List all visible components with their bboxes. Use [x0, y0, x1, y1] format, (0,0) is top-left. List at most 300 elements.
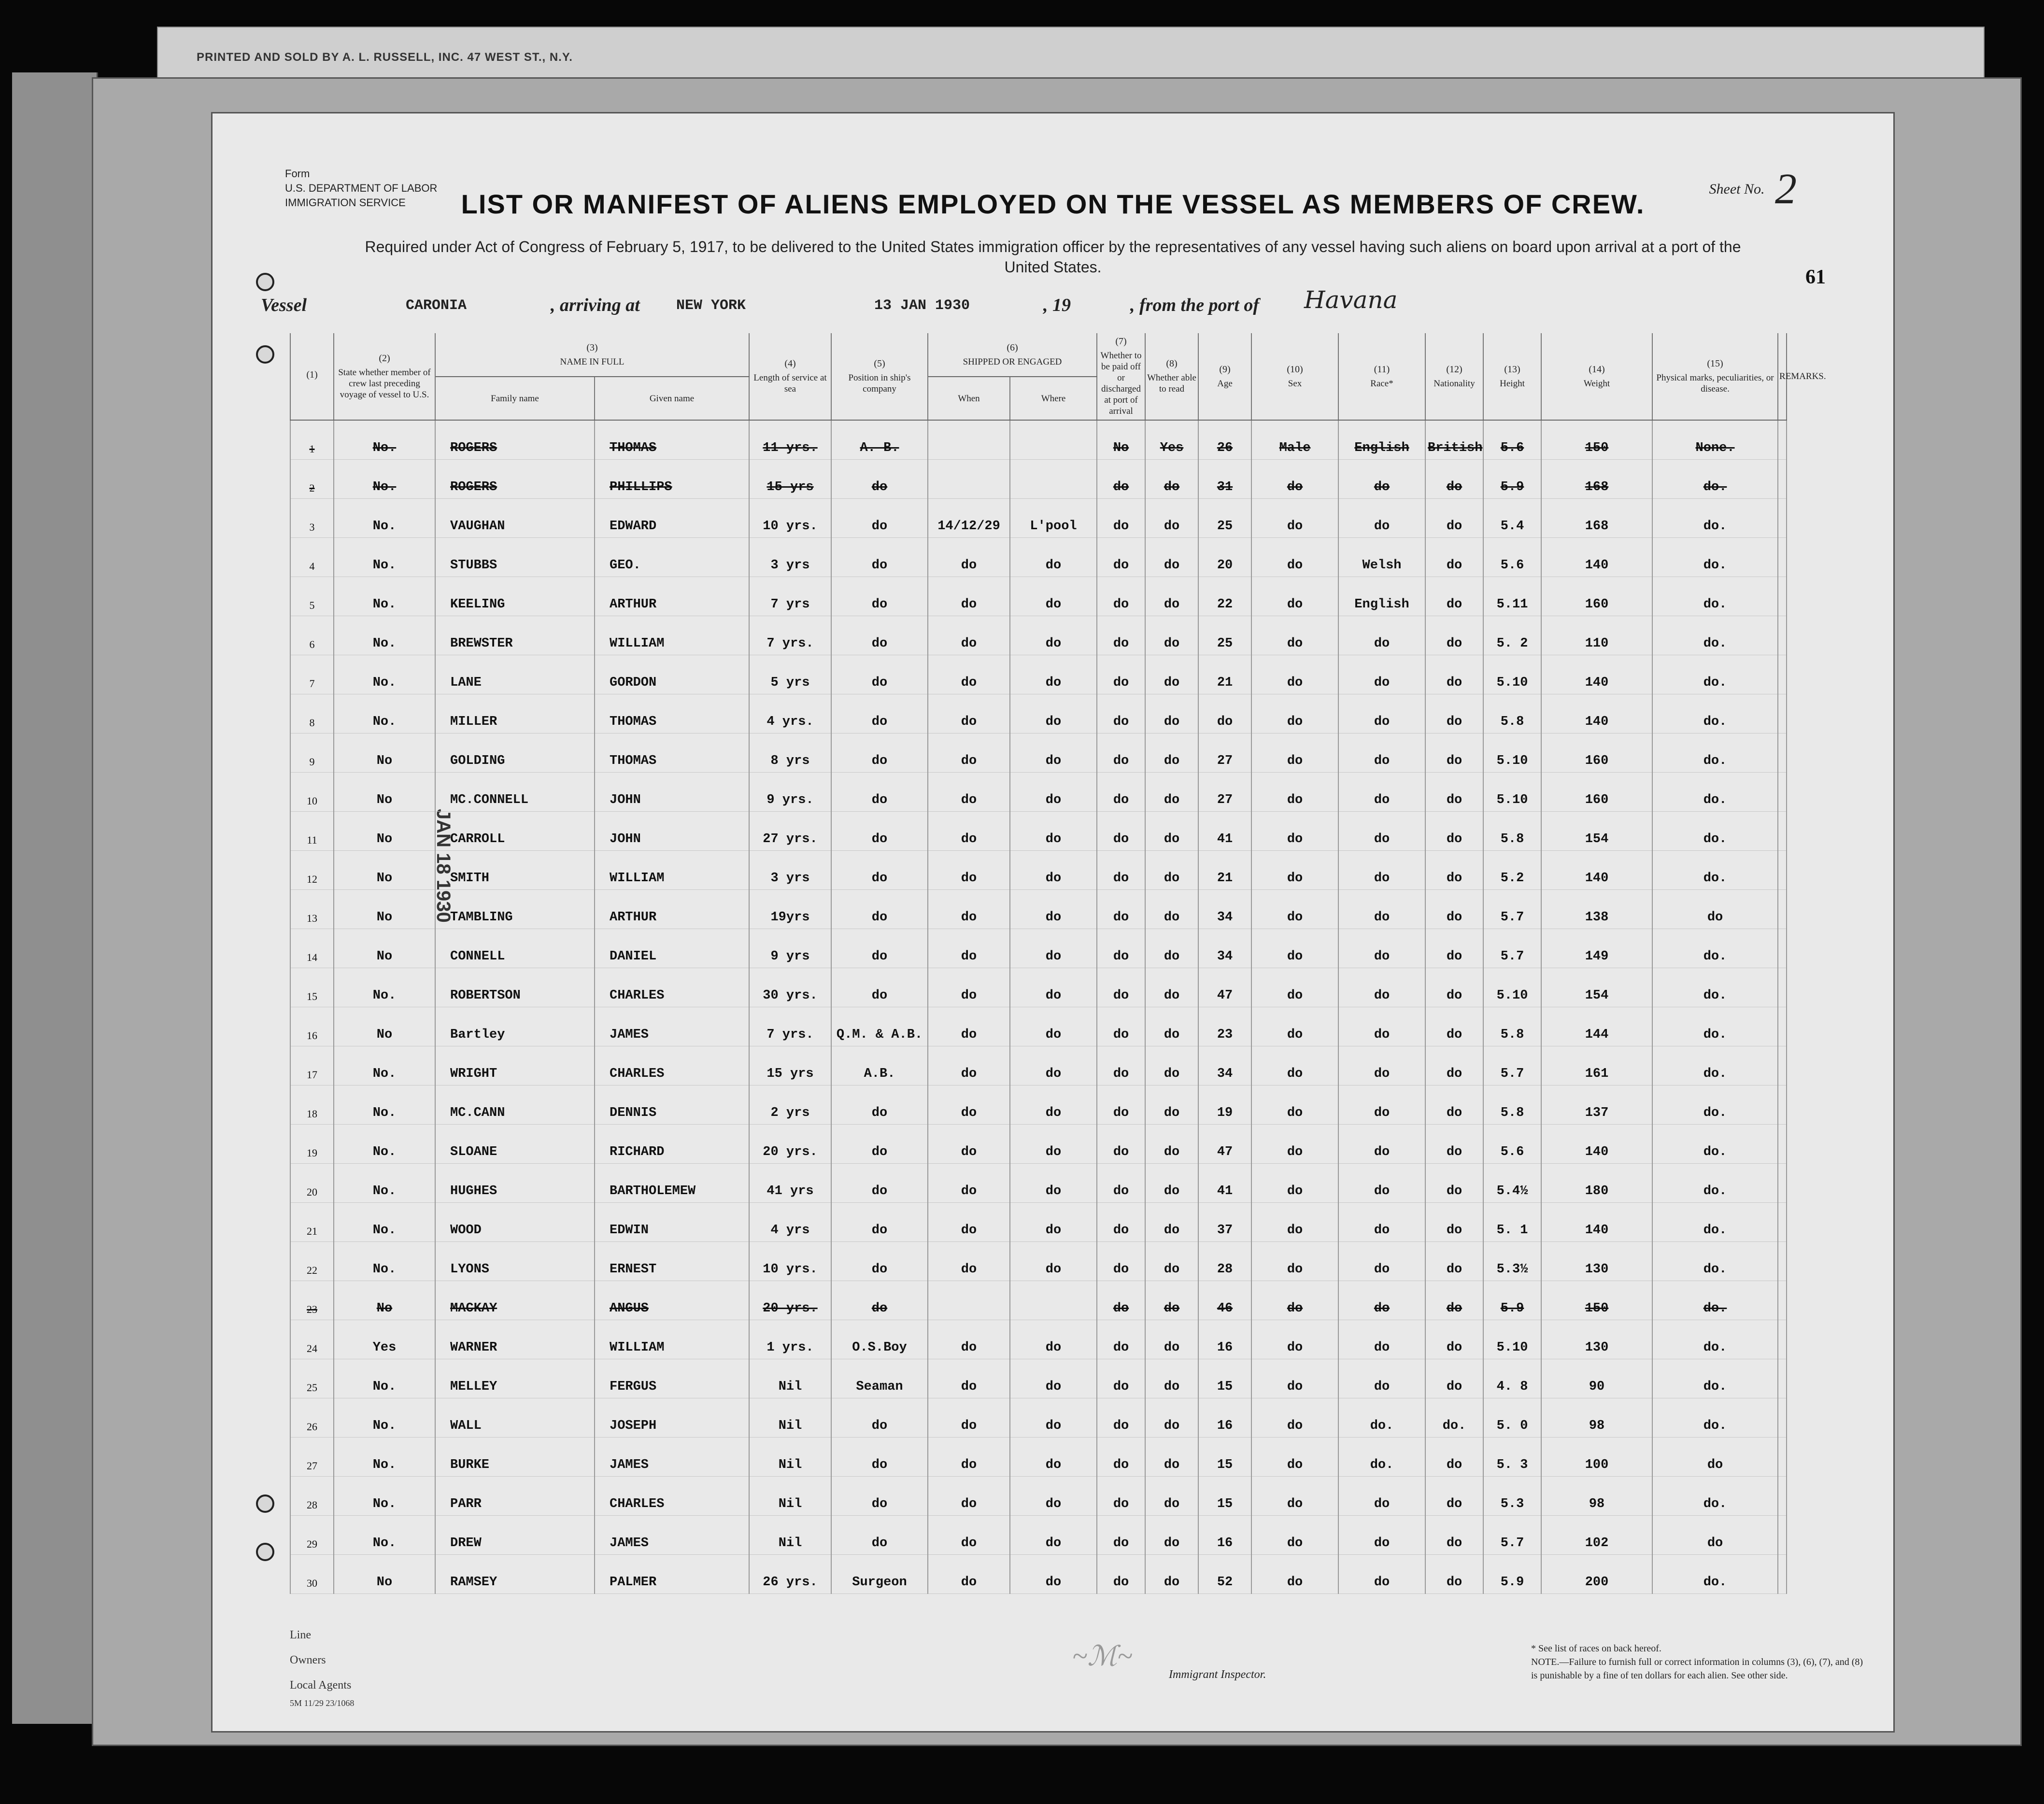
previous-voyage-cell: No: [334, 929, 435, 968]
previous-voyage-cell: No: [334, 890, 435, 929]
race-cell: do: [1338, 1555, 1425, 1594]
printer-line: PRINTED AND SOLD BY A. L. RUSSELL, INC. 47 WEST ST., N.Y.: [197, 51, 573, 64]
table-row: [290, 1359, 1787, 1398]
table-row: [290, 968, 1787, 1007]
height-cell: 5. 2: [1483, 616, 1541, 655]
table-row: [290, 1085, 1787, 1125]
line-number-cell: 18: [290, 1085, 334, 1125]
shipped-where-cell: L'pool: [1010, 499, 1097, 538]
able-to-read-cell: do: [1145, 1046, 1198, 1085]
previous-voyage-cell: No.: [334, 968, 435, 1007]
able-to-read-cell: do: [1145, 1164, 1198, 1203]
line-number-cell: 9: [290, 733, 334, 773]
age-cell: 21: [1198, 851, 1251, 890]
paid-off-cell: do: [1097, 773, 1145, 812]
col-header-14: (14) Weight: [1541, 333, 1652, 420]
punch-hole-icon: [256, 345, 274, 364]
col-header-9: (9) Age: [1198, 333, 1251, 420]
previous-voyage-cell: No.: [334, 1242, 435, 1281]
remarks-cell: [1778, 694, 1787, 733]
age-cell: 47: [1198, 968, 1251, 1007]
weight-cell: 150: [1541, 420, 1652, 460]
shipped-when-cell: do: [928, 1164, 1010, 1203]
position-cell: do: [831, 851, 928, 890]
family-name-cell: PARR: [435, 1477, 595, 1516]
paid-off-cell: do: [1097, 812, 1145, 851]
able-to-read-cell: do: [1145, 499, 1198, 538]
line-label: Line: [290, 1629, 311, 1641]
given-name-cell: EDWARD: [595, 499, 749, 538]
nationality-cell: do: [1425, 1203, 1483, 1242]
previous-voyage-cell: No.: [334, 1164, 435, 1203]
previous-voyage-cell: No.: [334, 499, 435, 538]
position-cell: do: [831, 1242, 928, 1281]
shipped-when-cell: do: [928, 1555, 1010, 1594]
race-cell: do: [1338, 1007, 1425, 1046]
line-number-cell: 24: [290, 1320, 334, 1359]
height-cell: 5.3½: [1483, 1242, 1541, 1281]
family-name-cell: TAMBLING: [435, 890, 595, 929]
remarks-cell: [1778, 1516, 1787, 1555]
previous-voyage-cell: No.: [334, 538, 435, 577]
owners-label: Owners: [290, 1654, 326, 1666]
nationality-cell: do: [1425, 890, 1483, 929]
able-to-read-cell: do: [1145, 733, 1198, 773]
nationality-cell: do: [1425, 1164, 1483, 1203]
service-length-cell: 3 yrs: [749, 851, 831, 890]
remarks-cell: [1778, 616, 1787, 655]
remarks-cell: [1778, 929, 1787, 968]
shipped-when-cell: do: [928, 616, 1010, 655]
nationality-cell: do: [1425, 1555, 1483, 1594]
table-row: [290, 1555, 1787, 1594]
shipped-when-cell: do: [928, 1359, 1010, 1398]
age-cell: 34: [1198, 1046, 1251, 1085]
weight-cell: 160: [1541, 733, 1652, 773]
position-cell: do: [831, 1281, 928, 1320]
able-to-read-cell: do: [1145, 851, 1198, 890]
position-cell: do: [831, 499, 928, 538]
race-cell: do: [1338, 1125, 1425, 1164]
paid-off-cell: do: [1097, 1555, 1145, 1594]
position-cell: do: [831, 1203, 928, 1242]
service-length-cell: 19yrs: [749, 890, 831, 929]
table-row: [290, 773, 1787, 812]
position-cell: do: [831, 773, 928, 812]
able-to-read-cell: do: [1145, 655, 1198, 694]
shipped-where-cell: do: [1010, 1320, 1097, 1359]
able-to-read-cell: do: [1145, 1555, 1198, 1594]
paid-off-cell: do: [1097, 1398, 1145, 1438]
service-length-cell: 30 yrs.: [749, 968, 831, 1007]
sex-cell: do: [1251, 538, 1338, 577]
physical-marks-cell: do.: [1652, 1320, 1778, 1359]
physical-marks-cell: do: [1652, 1438, 1778, 1477]
shipped-where-cell: do: [1010, 1125, 1097, 1164]
nationality-cell: do: [1425, 1320, 1483, 1359]
date-stamp: JAN 18 1930: [433, 809, 454, 923]
table-row: [290, 577, 1787, 616]
family-name-cell: CONNELL: [435, 929, 595, 968]
given-name-cell: WILLIAM: [595, 851, 749, 890]
sex-cell: do: [1251, 1046, 1338, 1085]
family-name-cell: WOOD: [435, 1203, 595, 1242]
col-header-7: (7) Whether to be paid off or discharged at port of arrival: [1097, 333, 1145, 420]
previous-voyage-cell: No.: [334, 1046, 435, 1085]
height-cell: 5.6: [1483, 420, 1541, 460]
given-name-cell: JOHN: [595, 812, 749, 851]
shipped-where-cell: do: [1010, 1242, 1097, 1281]
line-number-cell: 1: [290, 420, 334, 460]
able-to-read-cell: do: [1145, 812, 1198, 851]
race-cell: do: [1338, 499, 1425, 538]
vessel-name: CARONIA: [406, 297, 467, 314]
race-cell: do: [1338, 1281, 1425, 1320]
physical-marks-cell: do.: [1652, 968, 1778, 1007]
service-length-cell: 26 yrs.: [749, 1555, 831, 1594]
remarks-cell: [1778, 1203, 1787, 1242]
shipped-where-cell: do: [1010, 1046, 1097, 1085]
race-cell: do: [1338, 1164, 1425, 1203]
nationality-cell: do: [1425, 1516, 1483, 1555]
form-label: Form: [285, 168, 310, 180]
shipped-where-cell: do: [1010, 890, 1097, 929]
sex-cell: do: [1251, 1359, 1338, 1398]
line-number-cell: 28: [290, 1477, 334, 1516]
service-length-cell: 4 yrs.: [749, 694, 831, 733]
service-length-cell: 1 yrs.: [749, 1320, 831, 1359]
line-number-cell: 13: [290, 890, 334, 929]
paid-off-cell: do: [1097, 577, 1145, 616]
previous-voyage-cell: No.: [334, 616, 435, 655]
shipped-where-cell: do: [1010, 1007, 1097, 1046]
col-header-2: (2) State whether member of crew last preceding voyage of vessel to U.S.: [334, 333, 435, 420]
paid-off-cell: do: [1097, 1359, 1145, 1398]
age-cell: 52: [1198, 1555, 1251, 1594]
service-length-cell: 5 yrs: [749, 655, 831, 694]
paid-off-cell: do: [1097, 1085, 1145, 1125]
race-cell: do: [1338, 1046, 1425, 1085]
shipped-where-cell: do: [1010, 733, 1097, 773]
height-cell: 5.6: [1483, 538, 1541, 577]
physical-marks-cell: do.: [1652, 1555, 1778, 1594]
service-length-cell: 20 yrs.: [749, 1125, 831, 1164]
given-name-cell: JAMES: [595, 1007, 749, 1046]
family-name-cell: ROBERTSON: [435, 968, 595, 1007]
position-cell: do: [831, 460, 928, 499]
shipped-when-cell: do: [928, 929, 1010, 968]
punch-hole-icon: [256, 1494, 274, 1513]
table-row: [290, 929, 1787, 968]
family-name-cell: MILLER: [435, 694, 595, 733]
sex-cell: do: [1251, 1007, 1338, 1046]
race-cell: do: [1338, 733, 1425, 773]
physical-marks-cell: do.: [1652, 499, 1778, 538]
shipped-where-cell: do: [1010, 851, 1097, 890]
position-cell: do: [831, 929, 928, 968]
physical-marks-cell: do.: [1652, 1007, 1778, 1046]
service-length-cell: 3 yrs: [749, 538, 831, 577]
given-name-cell: JOSEPH: [595, 1398, 749, 1438]
service-length-cell: 41 yrs: [749, 1164, 831, 1203]
table-row: [290, 1477, 1787, 1516]
previous-voyage-cell: No: [334, 1007, 435, 1046]
remarks-cell: [1778, 1320, 1787, 1359]
previous-voyage-cell: No.: [334, 460, 435, 499]
nationality-cell: do: [1425, 538, 1483, 577]
previous-voyage-cell: No.: [334, 1438, 435, 1477]
year-label: , 19: [1043, 295, 1071, 315]
line-number-cell: 3: [290, 499, 334, 538]
race-cell: do: [1338, 1359, 1425, 1398]
binder-strip: [12, 72, 98, 1724]
weight-cell: 98: [1541, 1398, 1652, 1438]
race-cell: do: [1338, 1203, 1425, 1242]
age-cell: do: [1198, 694, 1251, 733]
remarks-cell: [1778, 1477, 1787, 1516]
paid-off-cell: do: [1097, 1164, 1145, 1203]
shipped-when-cell: [928, 420, 1010, 460]
weight-cell: 140: [1541, 851, 1652, 890]
col-header-3: (3) NAME IN FULL: [435, 333, 749, 377]
nationality-cell: do: [1425, 1046, 1483, 1085]
family-name-cell: HUGHES: [435, 1164, 595, 1203]
line-number-cell: 10: [290, 773, 334, 812]
physical-marks-cell: do.: [1652, 1085, 1778, 1125]
sex-cell: do: [1251, 929, 1338, 968]
position-cell: Seaman: [831, 1359, 928, 1398]
shipped-where-cell: do: [1010, 1555, 1097, 1594]
line-number-cell: 20: [290, 1164, 334, 1203]
shipped-where-cell: do: [1010, 1516, 1097, 1555]
age-cell: 25: [1198, 499, 1251, 538]
position-cell: do: [831, 1438, 928, 1477]
table-row: [290, 733, 1787, 773]
line-number-cell: 8: [290, 694, 334, 733]
remarks-cell: [1778, 577, 1787, 616]
given-name-cell: THOMAS: [595, 694, 749, 733]
paid-off-cell: do: [1097, 460, 1145, 499]
age-cell: 27: [1198, 733, 1251, 773]
service-length-cell: 10 yrs.: [749, 499, 831, 538]
line-number-cell: 7: [290, 655, 334, 694]
shipped-when-cell: 14/12/29: [928, 499, 1010, 538]
footnote-penalty: NOTE.—Failure to furnish full or correct information in columns (3), (6), (7), and (8) is punishable by a fine of ten dollars for each alien. See other side.: [1531, 1657, 1863, 1681]
weight-cell: 154: [1541, 968, 1652, 1007]
position-cell: do: [831, 812, 928, 851]
line-number-cell: 11: [290, 812, 334, 851]
position-cell: do: [831, 1516, 928, 1555]
physical-marks-cell: do.: [1652, 538, 1778, 577]
previous-voyage-cell: No.: [334, 1516, 435, 1555]
able-to-read-cell: do: [1145, 460, 1198, 499]
height-cell: 5.7: [1483, 1046, 1541, 1085]
position-cell: Q.M. & A.B.: [831, 1007, 928, 1046]
able-to-read-cell: do: [1145, 1085, 1198, 1125]
remarks-cell: [1778, 499, 1787, 538]
shipped-where-cell: do: [1010, 1398, 1097, 1438]
remarks-cell: [1778, 420, 1787, 460]
table-row: [290, 616, 1787, 655]
document-subtitle: Required under Act of Congress of February 5, 1917, to be delivered to the United States immigration officer by the representatives of any vessel having such aliens on board upon arrival at a port of the United States.: [365, 238, 1741, 276]
given-name-cell: GORDON: [595, 655, 749, 694]
position-cell: do: [831, 694, 928, 733]
given-name-cell: JOHN: [595, 773, 749, 812]
able-to-read-cell: do: [1145, 890, 1198, 929]
paid-off-cell: do: [1097, 1516, 1145, 1555]
previous-voyage-cell: No.: [334, 655, 435, 694]
shipped-when-cell: do: [928, 1242, 1010, 1281]
paid-off-cell: do: [1097, 890, 1145, 929]
age-cell: 41: [1198, 812, 1251, 851]
sex-cell: do: [1251, 812, 1338, 851]
weight-cell: 140: [1541, 1203, 1652, 1242]
position-cell: do: [831, 968, 928, 1007]
paid-off-cell: do: [1097, 1281, 1145, 1320]
footnote-races: * See list of races on back hereof.: [1531, 1643, 1661, 1654]
shipped-where-cell: do: [1010, 1359, 1097, 1398]
given-name-cell: DANIEL: [595, 929, 749, 968]
able-to-read-cell: do: [1145, 1242, 1198, 1281]
line-number-cell: 15: [290, 968, 334, 1007]
weight-cell: 160: [1541, 773, 1652, 812]
remarks-cell: [1778, 890, 1787, 929]
given-name-cell: RICHARD: [595, 1125, 749, 1164]
race-cell: do: [1338, 1320, 1425, 1359]
position-cell: do: [831, 538, 928, 577]
given-name-cell: CHARLES: [595, 1046, 749, 1085]
able-to-read-cell: do: [1145, 577, 1198, 616]
col-subheader-given: Given name: [595, 377, 749, 420]
col-header-12: (12) Nationality: [1425, 333, 1483, 420]
service-length-cell: 4 yrs: [749, 1203, 831, 1242]
weight-cell: 154: [1541, 812, 1652, 851]
age-cell: 16: [1198, 1320, 1251, 1359]
weight-cell: 137: [1541, 1085, 1652, 1125]
age-cell: 23: [1198, 1007, 1251, 1046]
line-number-cell: 6: [290, 616, 334, 655]
family-name-cell: MACKAY: [435, 1281, 595, 1320]
position-cell: do: [831, 1125, 928, 1164]
remarks-cell: [1778, 1125, 1787, 1164]
able-to-read-cell: do: [1145, 538, 1198, 577]
position-cell: do: [831, 1398, 928, 1438]
physical-marks-cell: do.: [1652, 733, 1778, 773]
race-cell: do: [1338, 1516, 1425, 1555]
weight-cell: 149: [1541, 929, 1652, 968]
weight-cell: 102: [1541, 1516, 1652, 1555]
nationality-cell: British: [1425, 420, 1483, 460]
age-cell: 47: [1198, 1125, 1251, 1164]
age-cell: 19: [1198, 1085, 1251, 1125]
arriving-port: NEW YORK: [676, 297, 746, 314]
line-number-cell: 4: [290, 538, 334, 577]
position-cell: A.B.: [831, 1046, 928, 1085]
weight-cell: 130: [1541, 1320, 1652, 1359]
shipped-when-cell: do: [928, 1516, 1010, 1555]
sex-cell: do: [1251, 851, 1338, 890]
paid-off-cell: do: [1097, 929, 1145, 968]
shipped-where-cell: do: [1010, 773, 1097, 812]
nationality-cell: do: [1425, 499, 1483, 538]
shipped-where-cell: do: [1010, 616, 1097, 655]
family-name-cell: WRIGHT: [435, 1046, 595, 1085]
family-name-cell: BURKE: [435, 1438, 595, 1477]
able-to-read-cell: do: [1145, 1438, 1198, 1477]
family-name-cell: LYONS: [435, 1242, 595, 1281]
family-name-cell: CARROLL: [435, 812, 595, 851]
remarks-cell: [1778, 1398, 1787, 1438]
weight-cell: 140: [1541, 1125, 1652, 1164]
shipped-where-cell: do: [1010, 929, 1097, 968]
physical-marks-cell: do.: [1652, 773, 1778, 812]
race-cell: do: [1338, 694, 1425, 733]
previous-voyage-cell: No.: [334, 1359, 435, 1398]
weight-cell: 98: [1541, 1477, 1652, 1516]
service-length-cell: 15 yrs: [749, 460, 831, 499]
previous-voyage-cell: No.: [334, 577, 435, 616]
weight-cell: 180: [1541, 1164, 1652, 1203]
sex-cell: Male: [1251, 420, 1338, 460]
service-length-cell: 8 yrs: [749, 733, 831, 773]
service-length-cell: 9 yrs.: [749, 773, 831, 812]
print-code: 5M 11/29 23/1068: [290, 1698, 355, 1708]
family-name-cell: MELLEY: [435, 1359, 595, 1398]
nationality-cell: do: [1425, 616, 1483, 655]
sex-cell: do: [1251, 1164, 1338, 1203]
family-name-cell: RAMSEY: [435, 1555, 595, 1594]
sex-cell: do: [1251, 733, 1338, 773]
position-cell: A. B.: [831, 420, 928, 460]
physical-marks-cell: do: [1652, 1516, 1778, 1555]
able-to-read-cell: do: [1145, 1516, 1198, 1555]
race-cell: do: [1338, 851, 1425, 890]
family-name-cell: SMITH: [435, 851, 595, 890]
height-cell: 5. 3: [1483, 1438, 1541, 1477]
line-number-cell: 26: [290, 1398, 334, 1438]
age-cell: 21: [1198, 655, 1251, 694]
weight-cell: 140: [1541, 694, 1652, 733]
given-name-cell: BARTHOLEMEW: [595, 1164, 749, 1203]
previous-voyage-cell: No.: [334, 1477, 435, 1516]
physical-marks-cell: None.: [1652, 420, 1778, 460]
able-to-read-cell: do: [1145, 694, 1198, 733]
previous-voyage-cell: No: [334, 733, 435, 773]
service-length-cell: Nil: [749, 1516, 831, 1555]
table-row: [290, 1438, 1787, 1477]
shipped-where-cell: do: [1010, 812, 1097, 851]
weight-cell: 100: [1541, 1438, 1652, 1477]
given-name-cell: JAMES: [595, 1438, 749, 1477]
remarks-cell: [1778, 1555, 1787, 1594]
able-to-read-cell: Yes: [1145, 420, 1198, 460]
given-name-cell: DENNIS: [595, 1085, 749, 1125]
col-header-10: (10) Sex: [1251, 333, 1338, 420]
service-length-cell: 15 yrs: [749, 1046, 831, 1085]
given-name-cell: EDWIN: [595, 1203, 749, 1242]
table-row: [290, 1320, 1787, 1359]
line-number-cell: 29: [290, 1516, 334, 1555]
paid-off-cell: do: [1097, 851, 1145, 890]
nationality-cell: do: [1425, 812, 1483, 851]
table-row: [290, 694, 1787, 733]
remarks-cell: [1778, 1438, 1787, 1477]
physical-marks-cell: do.: [1652, 1359, 1778, 1398]
sex-cell: do: [1251, 1516, 1338, 1555]
given-name-cell: THOMAS: [595, 420, 749, 460]
nationality-cell: do: [1425, 968, 1483, 1007]
sex-cell: do: [1251, 890, 1338, 929]
